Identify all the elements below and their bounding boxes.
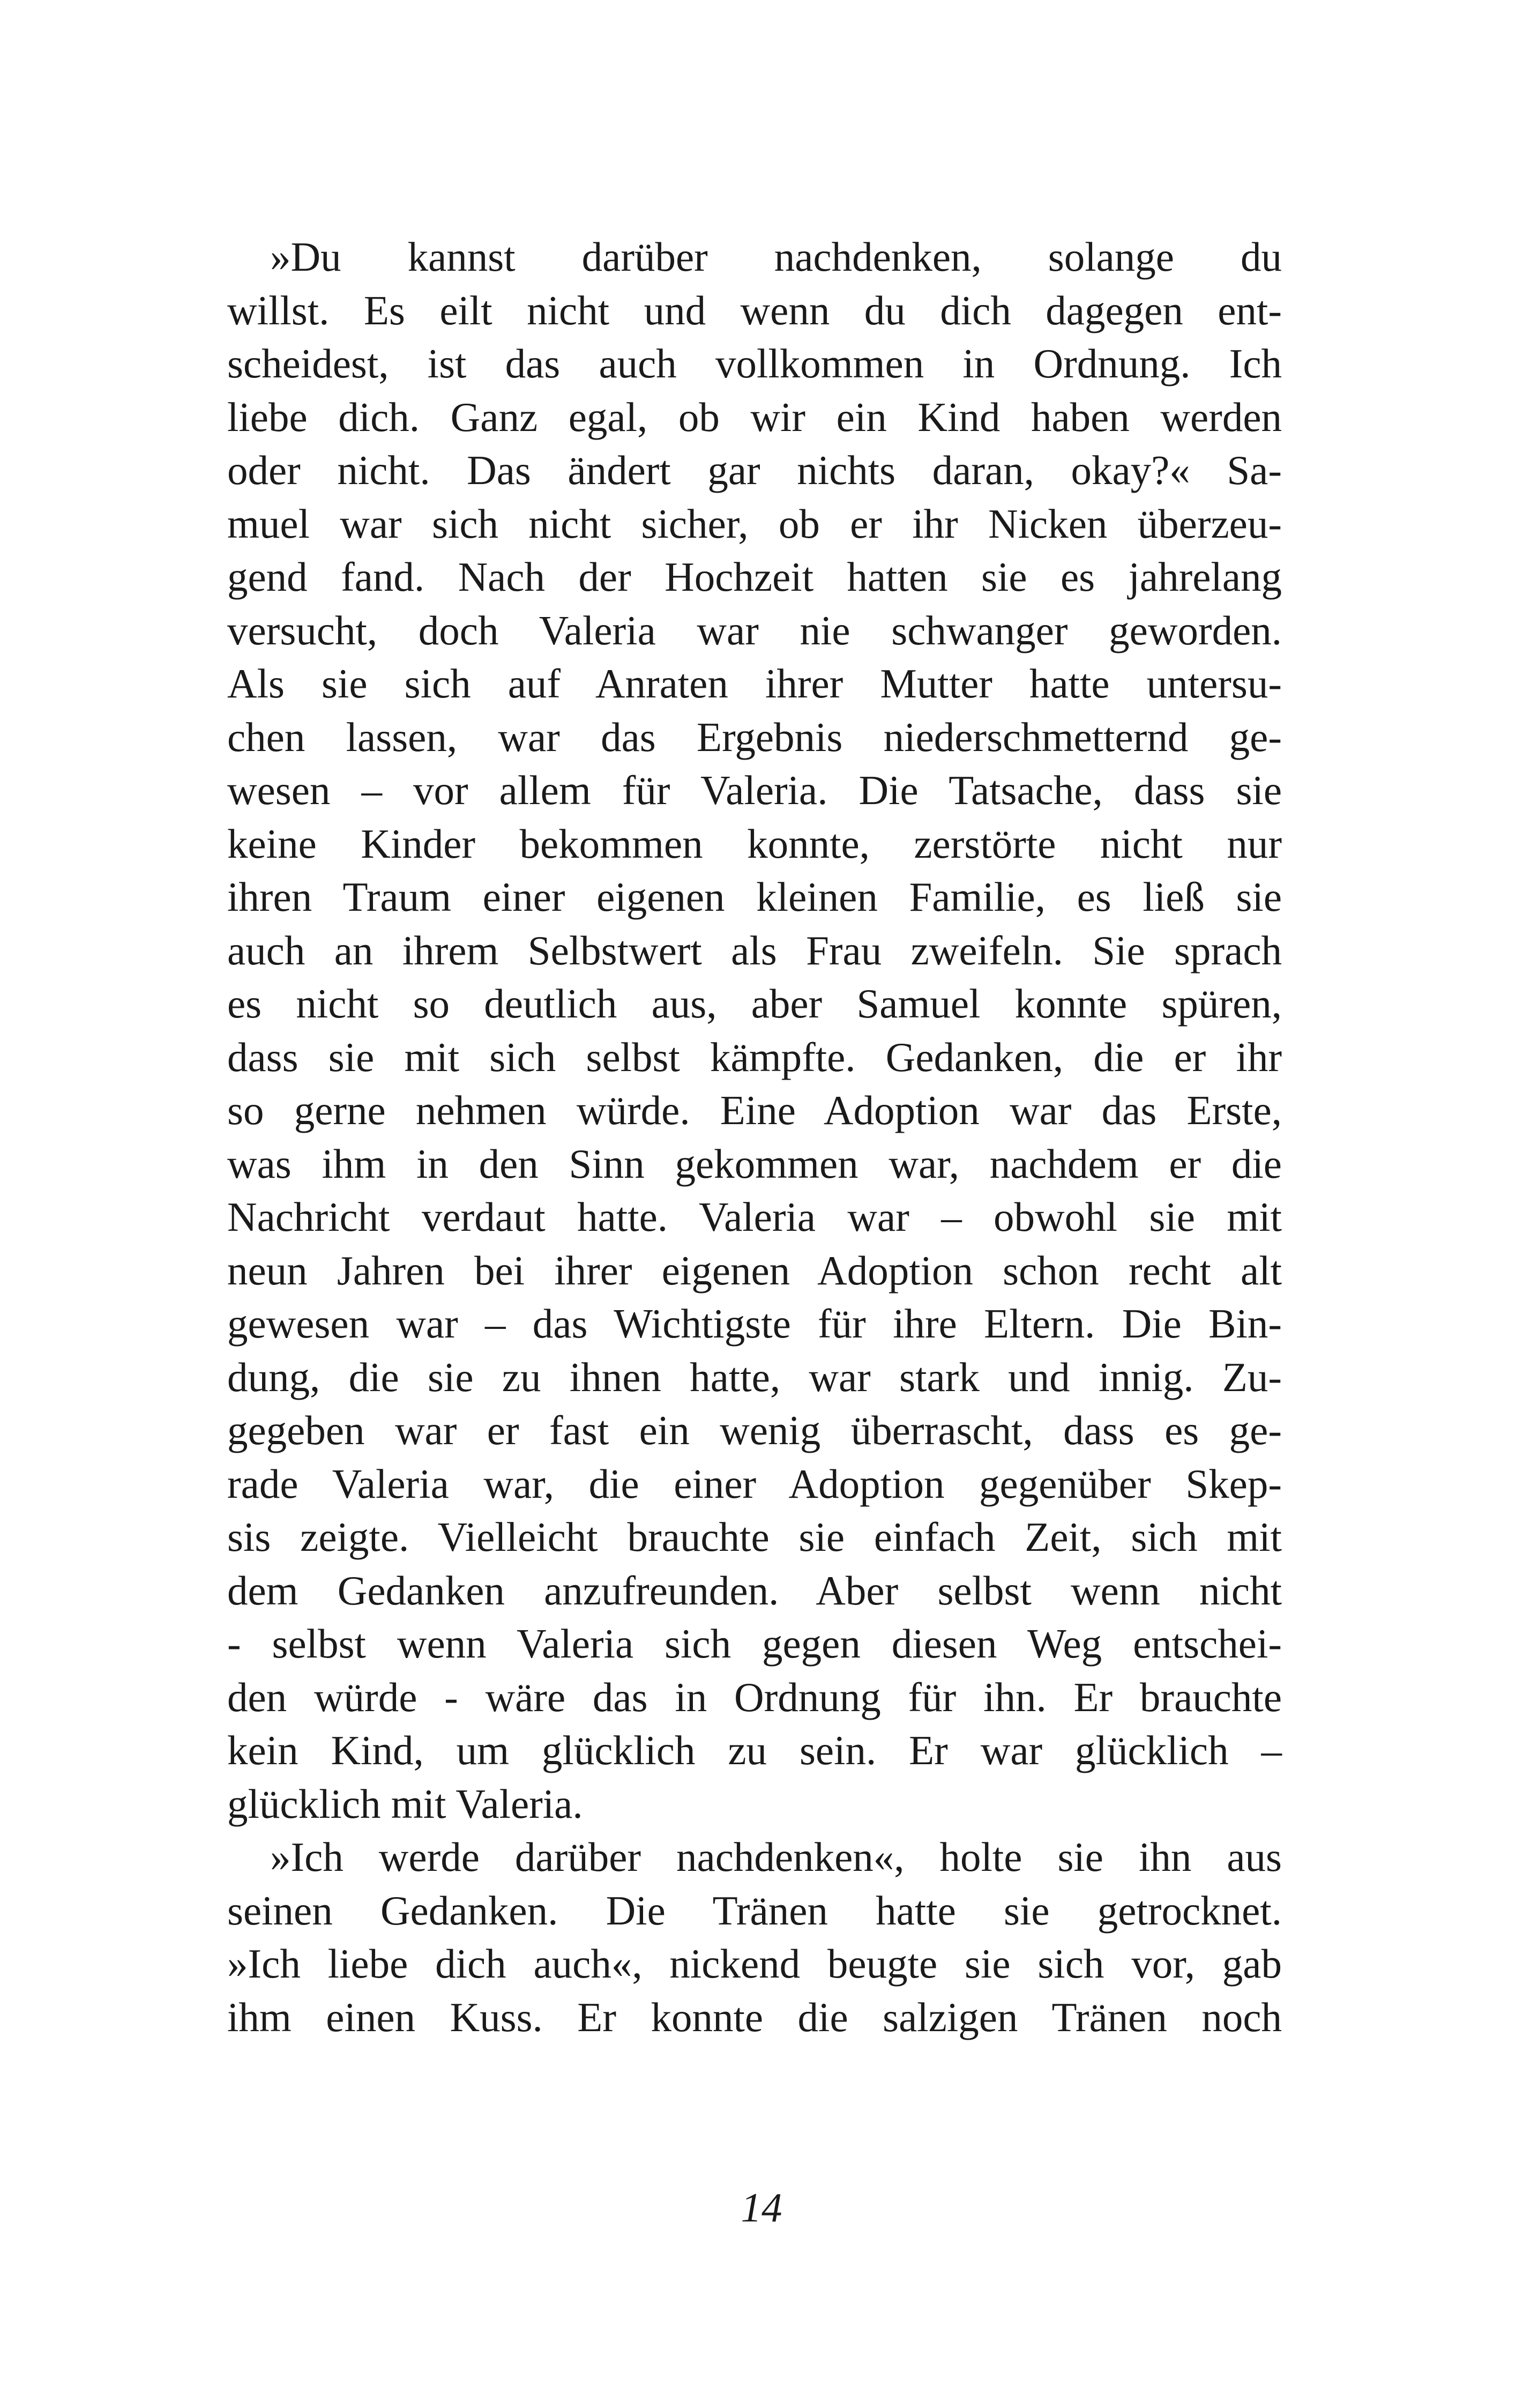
text-line: ihm einen Kuss. Er konnte die salzigen Tränen noch [227, 1994, 1282, 2040]
text-line: kein Kind, um glücklich zu sein. Er war glücklich – [227, 1727, 1282, 1773]
text-line: gend fand. Nach der Hochzeit hatten sie es jahrelang [227, 554, 1282, 600]
text-line: dass sie mit sich selbst kämpfte. Gedanken, die er ihr [227, 1034, 1282, 1080]
text-line: dung, die sie zu ihnen hatte, war stark und innig. Zu- [227, 1354, 1282, 1400]
text-line: was ihm in den Sinn gekommen war, nachdem er die [227, 1140, 1282, 1187]
text-line: willst. Es eilt nicht und wenn du dich dagegen ent- [227, 287, 1282, 333]
text-line: den würde - wäre das in Ordnung für ihn. Er brauchte [227, 1674, 1282, 1720]
text-line: Als sie sich auf Anraten ihrer Mutter hatte untersu- [227, 660, 1282, 707]
text-line: - selbst wenn Valeria sich gegen diesen Weg entschei- [227, 1621, 1282, 1667]
text-line: glücklich mit Valeria. [227, 1780, 583, 1827]
text-line: muel war sich nicht sicher, ob er ihr Nicken überzeu- [227, 500, 1282, 547]
text-line: ihren Traum einer eigenen kleinen Familie, es ließ sie [227, 874, 1282, 920]
body-text [227, 231, 1282, 2044]
text-line: rade Valeria war, die einer Adoption gegenüber Skep- [227, 1460, 1282, 1507]
page-number: 14 [741, 2184, 782, 2231]
text-line: chen lassen, war das Ergebnis niederschmetternd ge- [227, 714, 1282, 760]
text-line: »Du kannst darüber nachdenken, solange du [270, 234, 1282, 280]
text-line: wesen – vor allem für Valeria. Die Tatsache, dass sie [227, 767, 1282, 813]
text-line: neun Jahren bei ihrer eigenen Adoption schon recht alt [227, 1247, 1282, 1294]
text-line: seinen Gedanken. Die Tränen hatte sie getrocknet. [227, 1887, 1282, 1934]
text-line: keine Kinder bekommen konnte, zerstörte nicht nur [227, 820, 1282, 867]
text-line: scheidest, ist das auch vollkommen in Ordnung. Ich [227, 340, 1282, 387]
text-line: so gerne nehmen würde. Eine Adoption war das Erste, [227, 1087, 1282, 1133]
text-line: gewesen war – das Wichtigste für ihre Eltern. Die Bin- [227, 1300, 1282, 1347]
text-line: »Ich werde darüber nachdenken«, holte sie ihn aus [270, 1834, 1282, 1880]
text-line: »Ich liebe dich auch«, nickend beugte sie sich vor, gab [227, 1941, 1282, 1987]
text-line: liebe dich. Ganz egal, ob wir ein Kind haben werden [227, 393, 1282, 440]
text-line: es nicht so deutlich aus, aber Samuel konnte spüren, [227, 980, 1282, 1027]
text-line: gegeben war er fast ein wenig überrascht, dass es ge- [227, 1407, 1282, 1453]
text-line: versucht, doch Valeria war nie schwanger geworden. [227, 607, 1282, 653]
text-line: auch an ihrem Selbstwert als Frau zweifeln. Sie sprach [227, 927, 1282, 973]
text-line: Nachricht verdaut hatte. Valeria war – obwohl sie mit [227, 1194, 1282, 1240]
text-line: sis zeigte. Vielleicht brauchte sie einfach Zeit, sich mit [227, 1514, 1282, 1560]
text-line: oder nicht. Das ändert gar nichts daran, okay?« Sa- [227, 447, 1282, 493]
text-line: dem Gedanken anzufreunden. Aber selbst wenn nicht [227, 1567, 1282, 1614]
